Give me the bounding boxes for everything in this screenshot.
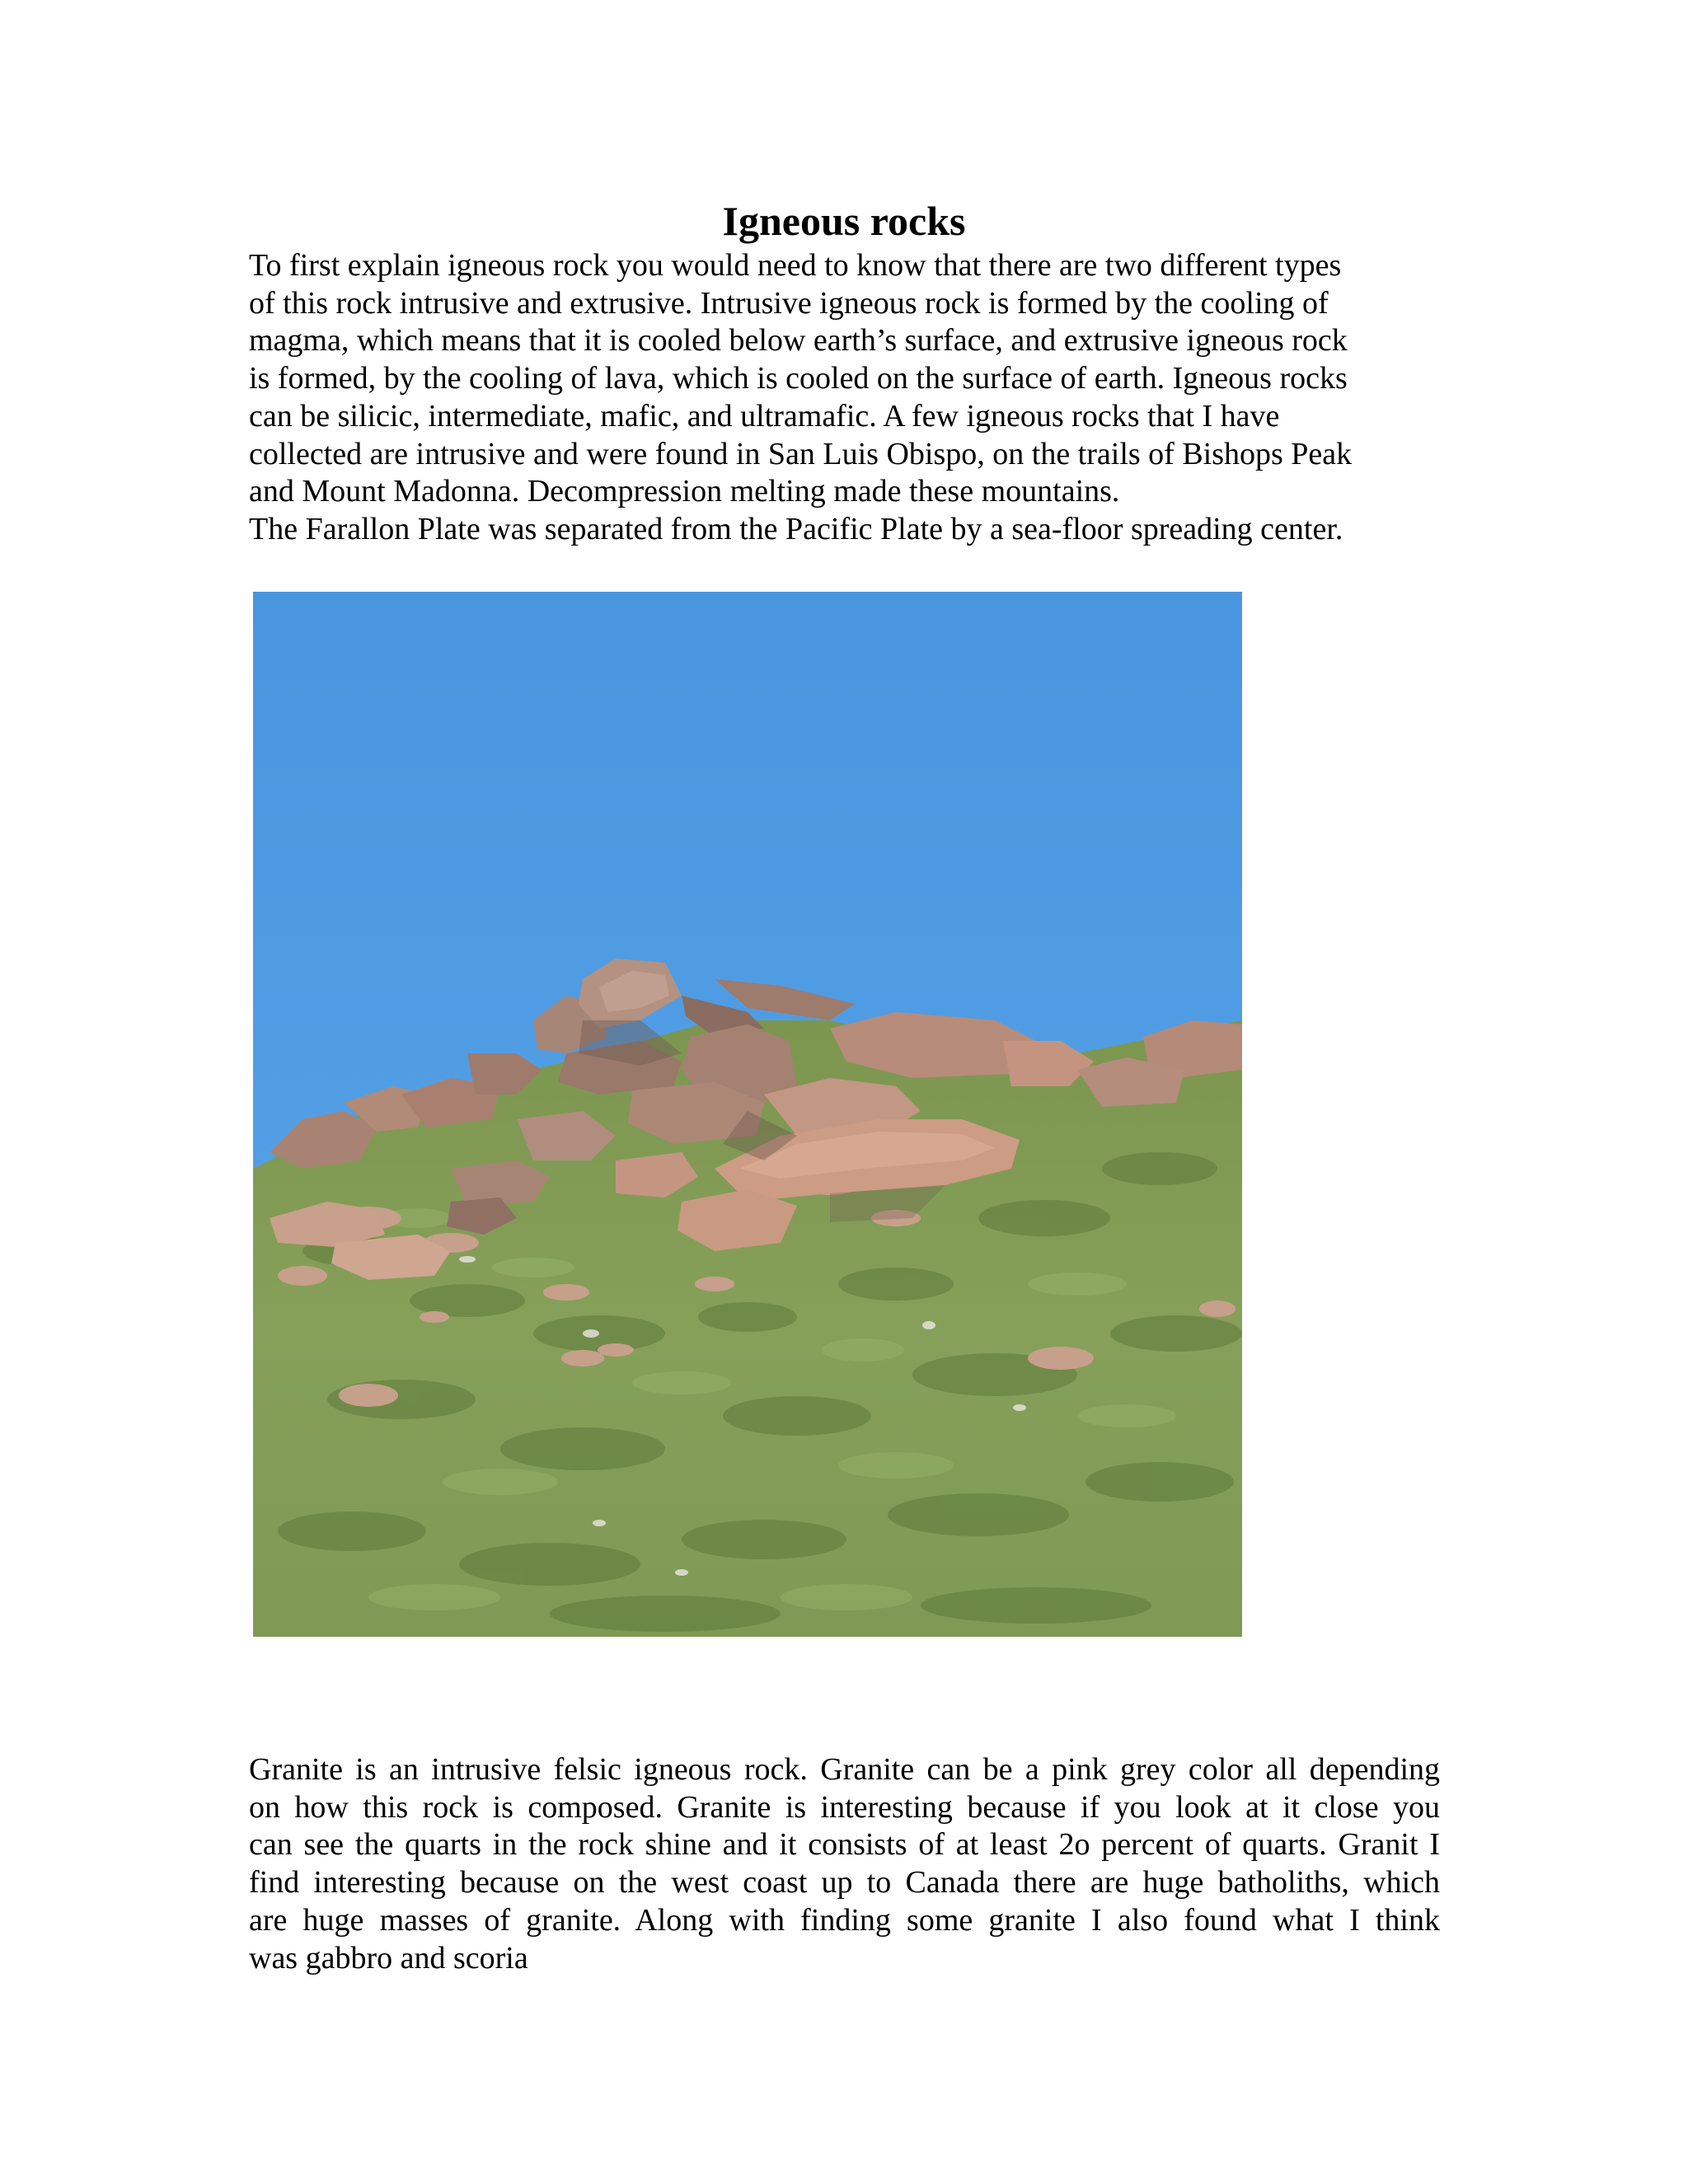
granite-line: can see the quarts in the rock shine and it consists of at least 2o percent of quarts. Granit I: [249, 1827, 1440, 1863]
intro-line: To first explain igneous rock you would need to know that there are two different types: [249, 248, 1342, 283]
granite-line: was gabbro and scoria: [249, 1940, 528, 1975]
granite-line: on how this rock is composed. Granite is interesting because if you look at it close you: [249, 1789, 1440, 1825]
intro-line: of this rock intrusive and extrusive. Intrusive igneous rock is formed by the cooling of: [249, 285, 1329, 321]
intro-line: is formed, by the cooling of lava, which is cooled on the surface of earth. Igneous rocks: [249, 361, 1348, 396]
intro-paragraph: [249, 247, 1452, 549]
intro-line: and Mount Madonna. Decompression melting made these mountains.: [249, 474, 1120, 509]
granite-line: Granite is an intrusive felsic igneous rock. Granite can be a pink grey color all depending: [249, 1752, 1440, 1787]
intro-line: magma, which means that it is cooled below earth’s surface, and extrusive igneous rock: [249, 323, 1348, 359]
photo-illustration: [253, 592, 1242, 1637]
intro-line: can be silicic, intermediate, mafic, and ultramafic. A few igneous rocks that I have: [249, 398, 1280, 434]
page-title: Igneous rocks: [722, 198, 966, 244]
intro-line: collected are intrusive and were found in San Luis Obispo, on the trails of Bishops Peak: [249, 436, 1353, 471]
granite-line: are huge masses of granite. Along with finding some granite I also found what I think: [249, 1902, 1440, 1938]
intro-line: The Farallon Plate was separated from the Pacific Plate by a sea-floor spreading center.: [249, 511, 1343, 546]
granite-outcrop-photo: [253, 592, 1242, 1637]
granite-line: find interesting because on the west coast up to Canada there are huge batholiths, which: [249, 1865, 1440, 1900]
granite-paragraph: [249, 1751, 1440, 1977]
